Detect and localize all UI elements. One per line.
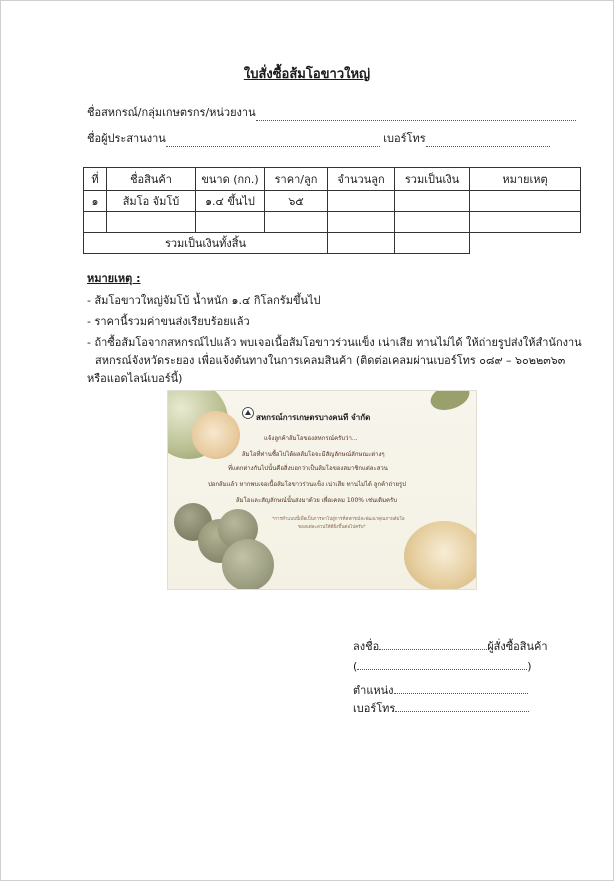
cell-quantity[interactable] bbox=[328, 212, 395, 233]
flyer-line: ส้มโอที่ท่านซื้อไปได้ผลส้มโอจะมีสัญลักษณ์ลักษณะต่างๆ bbox=[242, 451, 385, 458]
col-header-amount: รวมเป็นเงิน bbox=[395, 168, 470, 191]
org-field[interactable] bbox=[87, 103, 576, 121]
flyer-footnote: ของแต่ละสวนให้ดียิ่งขึ้นต่อไปครับ* bbox=[298, 525, 366, 530]
position-input-line[interactable] bbox=[394, 683, 528, 694]
contact-input-line[interactable] bbox=[166, 136, 380, 147]
col-header-size: ขนาด (กก.) bbox=[196, 168, 265, 191]
cell-product[interactable] bbox=[107, 212, 196, 233]
flyer-footnote: *การทำแบบนี้เพื่อเป็นการพาไปสู่การที่สหกรณ์จะพัฒนาคุณภาพส้มโอ bbox=[272, 517, 405, 522]
flyer-line: ปอกส้มแล้ว หากพบเจอเนื้อส้มโอขาวร่วนแข็ง เน่าเสีย ทานไม่ได้ ลูกค้าถ่ายรูป bbox=[208, 481, 407, 488]
buyer-label: ผู้สั่งซื้อสินค้า bbox=[487, 640, 548, 653]
table-row bbox=[84, 191, 581, 212]
cell-remark[interactable] bbox=[470, 191, 581, 212]
pomelo-flesh-image bbox=[404, 521, 477, 590]
cell-price: ๖๕ bbox=[265, 191, 328, 212]
table-header-row bbox=[84, 168, 581, 191]
org-label: ชื่อสหกรณ์/กลุ่มเกษตรกร/หน่วยงาน bbox=[87, 106, 256, 119]
sign-label: ลงชื่อ bbox=[353, 640, 380, 653]
table-total-row bbox=[84, 233, 581, 254]
signature-phone-line[interactable] bbox=[353, 699, 529, 717]
position-label: ตำแหน่ง bbox=[353, 684, 394, 697]
pomelo-slice-image bbox=[192, 411, 240, 459]
contact-field[interactable] bbox=[87, 129, 550, 147]
cell-remark[interactable] bbox=[470, 212, 581, 233]
name-line[interactable] bbox=[353, 659, 532, 673]
notes-heading: หมายเหตุ : bbox=[87, 272, 141, 285]
leaf-image bbox=[427, 390, 472, 415]
phone-input-line[interactable] bbox=[426, 136, 550, 147]
col-header-no: ที่ bbox=[84, 168, 107, 191]
cell-amount[interactable] bbox=[395, 212, 470, 233]
col-header-remark: หมายเหตุ bbox=[470, 168, 581, 191]
table-row bbox=[84, 212, 581, 233]
note-item: - ส้มโอขาวใหญ่จัมโบ้ น้ำหนัก ๑.๔ กิโลกรัมขึ้นไป bbox=[87, 294, 321, 307]
cell-no: ๑ bbox=[84, 191, 107, 212]
cooperative-logo-icon bbox=[242, 407, 254, 419]
flyer-org-name: สหกรณ์การเกษตรบางคนที จำกัด bbox=[256, 413, 371, 422]
order-table bbox=[83, 167, 581, 254]
col-header-price: ราคา/ลูก bbox=[265, 168, 328, 191]
cell-amount[interactable] bbox=[395, 191, 470, 212]
note-item: - ถ้าซื้อส้มโอจากสหกรณ์ไปแล้ว พบเจอเนื้อส้มโอขาวร่วนแข็ง เน่าเสีย ทานไม่ได้ ให้ถ่ายรูปส่งให้สำนักงาน bbox=[87, 336, 582, 349]
note-item: - ราคานี้รวมค่าขนส่งเรียบร้อยแล้ว bbox=[87, 315, 250, 328]
col-header-product: ชื่อสินค้า bbox=[107, 168, 196, 191]
sign-input-line[interactable] bbox=[379, 639, 487, 650]
total-quantity[interactable] bbox=[328, 233, 395, 254]
flyer-image bbox=[167, 390, 477, 590]
flyer-line: ส้มโอและสัญลักษณ์นั้นส่งมาด้วย เพื่อเคลม 100% เช่นเดิมครับ bbox=[236, 497, 398, 504]
name-input-line[interactable] bbox=[357, 659, 527, 670]
note-item: สหกรณ์จังหวัดระยอง เพื่อแจ้งต้นทางในการเคลมสินค้า (ติดต่อเคลมผ่านเบอร์โทร ๐๘๙ – ๖๐๒๒๓๖๓ bbox=[95, 354, 566, 367]
contact-label: ชื่อผู้ประสานงาน bbox=[87, 132, 166, 145]
cell-size: ๑.๔ ขึ้นไป bbox=[196, 191, 265, 212]
signature-phone-label: เบอร์โทร bbox=[353, 702, 396, 715]
cell-no bbox=[84, 212, 107, 233]
col-header-quantity: จำนวนลูก bbox=[328, 168, 395, 191]
cell-product: ส้มโอ จัมโบ้ bbox=[107, 191, 196, 212]
cell-price[interactable] bbox=[265, 212, 328, 233]
total-empty bbox=[470, 233, 581, 254]
cell-size[interactable] bbox=[196, 212, 265, 233]
note-item: หรือแอดไลน์เบอร์นี้) bbox=[87, 372, 183, 385]
signature-phone-input-line[interactable] bbox=[395, 701, 529, 712]
pomelo-image bbox=[222, 539, 274, 590]
flyer-line: ที่แตกต่างกันไปนั้นคือสิ่งบอกว่าเป็นส้มโอของสมาชิกแต่ละสวน bbox=[228, 465, 388, 472]
phone-label: เบอร์โทร bbox=[383, 132, 426, 145]
total-amount[interactable] bbox=[395, 233, 470, 254]
paren-open: ( bbox=[353, 660, 358, 673]
position-line[interactable] bbox=[353, 681, 528, 699]
org-input-line[interactable] bbox=[256, 110, 576, 121]
flyer-line: แจ้งลูกค้าส้มโอของสหกรณ์ครับว่า... bbox=[264, 435, 358, 442]
page-title: ใบสั่งซื้อส้มโอขาวใหญ่ bbox=[243, 67, 371, 82]
signature-line[interactable] bbox=[353, 637, 548, 655]
cell-quantity[interactable] bbox=[328, 191, 395, 212]
total-label: รวมเป็นเงินทั้งสิ้น bbox=[84, 233, 328, 254]
paren-close: ) bbox=[527, 660, 532, 673]
